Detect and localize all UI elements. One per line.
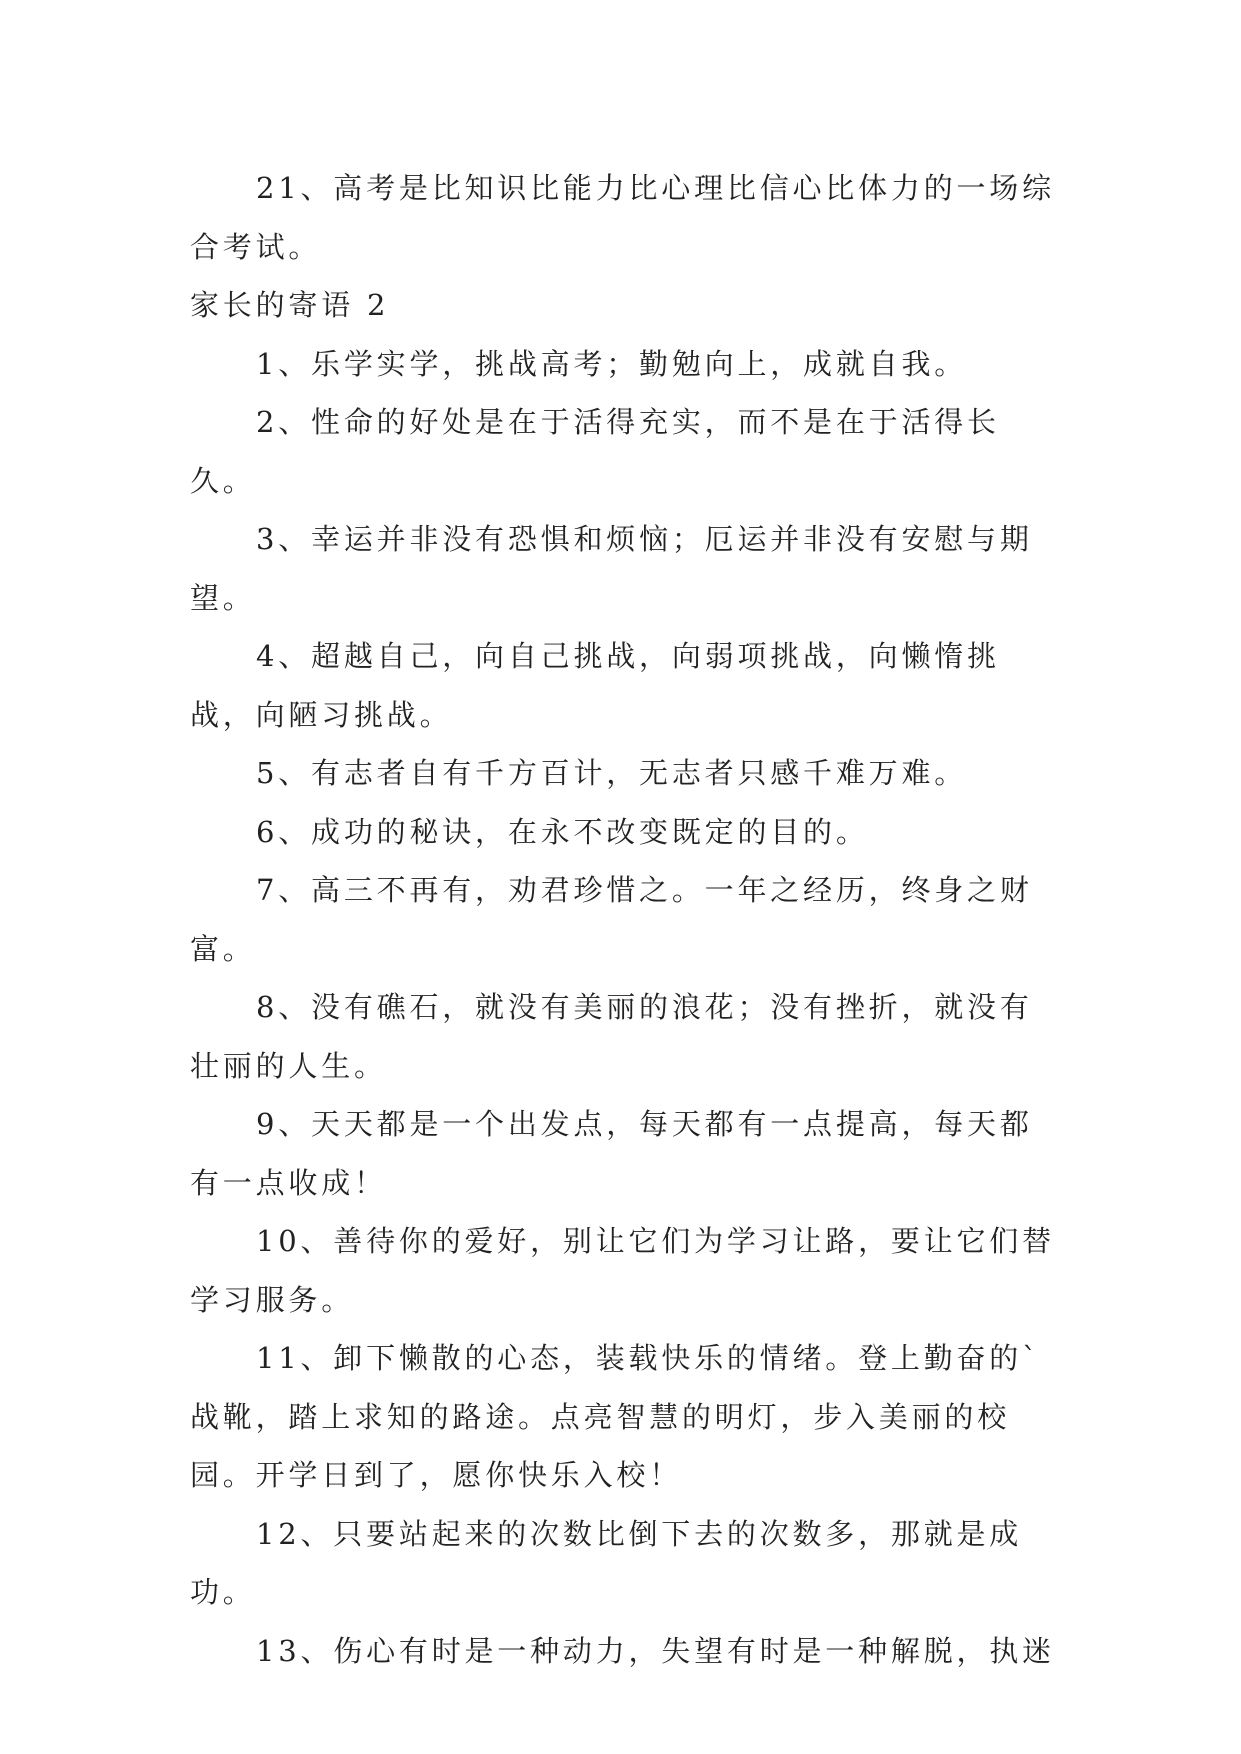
list-item: 10、善待你的爱好，别让它们为学习让路，要让它们替学习服务。 [190, 1224, 1055, 1317]
list-item: 1、乐学实学，挑战高考；勤勉向上，成就自我。 [256, 346, 968, 381]
list-item: 12、只要站起来的次数比倒下去的次数多，那就是成功。 [190, 1516, 1023, 1609]
list-item: 8、没有礁石，就没有美丽的浪花；没有挫折，就没有壮丽的人生。 [190, 990, 1033, 1083]
list-item: 4、超越自己，向自己挑战，向弱项挑战，向懒惰挑战，向陋习挑战。 [190, 639, 1000, 732]
intro-paragraph: 21、高考是比知识比能力比心理比信心比体力的一场综合考试。 [190, 171, 1055, 264]
list-item: 7、高三不再有，劝君珍惜之。一年之经历，终身之财富。 [190, 873, 1033, 966]
list-item: 13、伤心有时是一种动力，失望有时是一种解脱，执迷 [256, 1633, 1055, 1668]
list-item: 5、有志者自有千方百计，无志者只感千难万难。 [256, 756, 968, 790]
list-item: 3、幸运并非没有恐惧和烦恼；厄运并非没有安慰与期望。 [190, 522, 1033, 615]
list-item: 6、成功的秘诀，在永不改变既定的目的。 [256, 814, 869, 849]
section-title: 家长的寄语 2 [190, 288, 390, 322]
list-item: 9、天天都是一个出发点，每天都有一点提高，每天都有一点收成！ [190, 1107, 1033, 1200]
document-body [190, 159, 1058, 1680]
list-item: 2、性命的好处是在于活得充实，而不是在于活得长久。 [190, 405, 1000, 498]
list-item: 11、卸下懒散的心态，装载快乐的情绪。登上勤奋的`战靴，踏上求知的路途。点亮智慧的明灯，步入美丽的校园。开学日到了，愿你快乐入校！ [190, 1341, 1041, 1492]
